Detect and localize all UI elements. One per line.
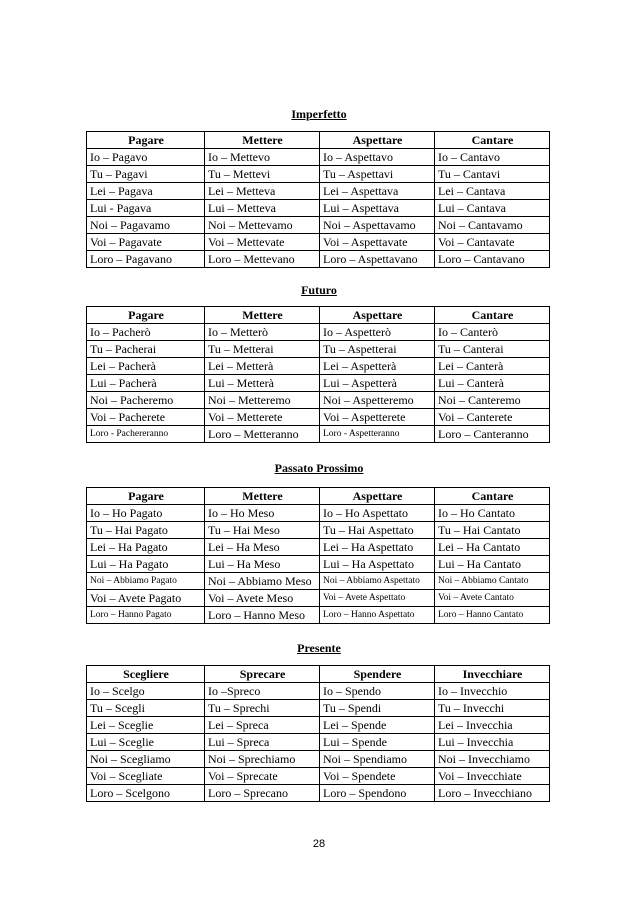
table-cell: Loro – Hanno Meso — [205, 607, 320, 624]
table-row — [87, 324, 550, 341]
table-row — [87, 426, 550, 443]
table-cell: Lui – Pacherà — [87, 375, 205, 392]
column-header: Aspettare — [320, 132, 435, 149]
table-row — [87, 375, 550, 392]
column-header: Cantare — [435, 132, 550, 149]
table-cell: Noi – Sprechiamo — [205, 751, 320, 768]
section-title-presente: Presente — [297, 641, 341, 655]
table-cell: Loro – Hanno Pagato — [87, 607, 205, 624]
table-cell: Io – Invecchio — [435, 683, 550, 700]
table-cell: Tu – Pagavi — [87, 166, 205, 183]
table-cell: Lui – Invecchia — [435, 734, 550, 751]
table-cell: Io – Ho Pagato — [87, 505, 205, 522]
page-number: 28 — [312, 838, 326, 850]
table-cell: Lei – Sceglie — [87, 717, 205, 734]
table-cell: Tu – Canterai — [435, 341, 550, 358]
table-cell: Noi – Spendiamo — [320, 751, 435, 768]
table-row — [87, 700, 550, 717]
table-cell: Voi – Avete Pagato — [87, 590, 205, 607]
table-cell: Loro – Pagavano — [87, 251, 205, 268]
table-cell: Voi – Cantavate — [435, 234, 550, 251]
table-cell: Loro – Invecchiano — [435, 785, 550, 802]
table-cell: Lei – Pagava — [87, 183, 205, 200]
table-cell: Noi – Cantavamo — [435, 217, 550, 234]
table-header-row — [87, 132, 550, 149]
table-cell: Io – Pagavo — [87, 149, 205, 166]
table-cell: Lei – Ha Pagato — [87, 539, 205, 556]
table-cell: Lui – Metteva — [205, 200, 320, 217]
table-cell: Lui – Metterà — [205, 375, 320, 392]
table-cell: Tu – Aspetterai — [320, 341, 435, 358]
table-cell: Noi – Scegliamo — [87, 751, 205, 768]
table-cell: Lei – Aspettava — [320, 183, 435, 200]
table-cell: Voi – Avete Aspettato — [320, 590, 435, 607]
column-header: Pagare — [87, 132, 205, 149]
table-cell: Tu – Cantavi — [435, 166, 550, 183]
column-header: Pagare — [87, 488, 205, 505]
table-header-row — [87, 666, 550, 683]
table-cell: Loro – Scelgono — [87, 785, 205, 802]
table-row — [87, 251, 550, 268]
table-row — [87, 358, 550, 375]
table-row — [87, 734, 550, 751]
table-row — [87, 183, 550, 200]
table-cell: Lei – Ha Aspettato — [320, 539, 435, 556]
table-cell: Io – Metterò — [205, 324, 320, 341]
table-cell: Io – Aspetterò — [320, 324, 435, 341]
table-cell: Voi – Invecchiate — [435, 768, 550, 785]
table-cell: Io – Pacherò — [87, 324, 205, 341]
section-title-futuro: Futuro — [301, 283, 337, 297]
conjugation-table — [86, 487, 550, 624]
table-cell: Lui – Aspettava — [320, 200, 435, 217]
table-row — [87, 785, 550, 802]
column-header: Pagare — [87, 307, 205, 324]
table-cell: Lei – Aspetterà — [320, 358, 435, 375]
table-cell: Voi – Sprecate — [205, 768, 320, 785]
table-cell: Lui – Spreca — [205, 734, 320, 751]
table-cell: Tu – Invecchi — [435, 700, 550, 717]
table-row — [87, 717, 550, 734]
table-row — [87, 341, 550, 358]
table-cell: Tu – Aspettavi — [320, 166, 435, 183]
section-title-imperfetto: Imperfetto — [291, 107, 347, 121]
table-cell: Loro – Metteranno — [205, 426, 320, 443]
conjugation-table — [86, 306, 550, 443]
table-cell: Tu – Sprechi — [205, 700, 320, 717]
column-header: Cantare — [435, 307, 550, 324]
table-cell: Noi – Metteremo — [205, 392, 320, 409]
table-cell: Noi – Pagavamo — [87, 217, 205, 234]
table-cell: Noi – Aspetteremo — [320, 392, 435, 409]
table-cell: Loro – Sprecano — [205, 785, 320, 802]
table-row — [87, 409, 550, 426]
table-cell: Loro – Cantavano — [435, 251, 550, 268]
table-cell: Tu – Metterai — [205, 341, 320, 358]
table-cell: Loro – Hanno Aspettato — [320, 607, 435, 624]
table-cell: Lui – Ha Cantato — [435, 556, 550, 573]
table-cell: Noi – Abbiamo Aspettato — [320, 573, 435, 590]
table-cell: Lei – Spreca — [205, 717, 320, 734]
table-cell: Voi – Avete Meso — [205, 590, 320, 607]
table-row — [87, 768, 550, 785]
table-cell: Noi – Mettevamo — [205, 217, 320, 234]
table-cell: Tu – Spendi — [320, 700, 435, 717]
table-row — [87, 607, 550, 624]
table-row — [87, 149, 550, 166]
table-row — [87, 539, 550, 556]
table-cell: Loro – Hanno Cantato — [435, 607, 550, 624]
table-cell: Loro - Aspetteranno — [320, 426, 435, 443]
table-cell: Io – Ho Cantato — [435, 505, 550, 522]
table-row — [87, 573, 550, 590]
column-header: Invecchiare — [435, 666, 550, 683]
table-cell: Io – Ho Meso — [205, 505, 320, 522]
table-cell: Tu – Hai Cantato — [435, 522, 550, 539]
table-row — [87, 166, 550, 183]
table-cell: Tu – Pacherai — [87, 341, 205, 358]
column-header: Sprecare — [205, 666, 320, 683]
table-header-row — [87, 488, 550, 505]
table-cell: Noi – Aspettavamo — [320, 217, 435, 234]
table-cell: Io – Canterò — [435, 324, 550, 341]
table-cell: Lei – Metterà — [205, 358, 320, 375]
table-cell: Noi – Abbiamo Meso — [205, 573, 320, 590]
table-cell: Noi – Pacheremo — [87, 392, 205, 409]
table-row — [87, 590, 550, 607]
table-cell: Loro – Canteranno — [435, 426, 550, 443]
table-cell: Lui – Spende — [320, 734, 435, 751]
table-cell: Lui – Sceglie — [87, 734, 205, 751]
table-cell: Lui – Ha Meso — [205, 556, 320, 573]
table-cell: Tu – Hai Pagato — [87, 522, 205, 539]
table-cell: Lei – Cantava — [435, 183, 550, 200]
table-cell: Loro – Mettevano — [205, 251, 320, 268]
table-cell: Noi – Canteremo — [435, 392, 550, 409]
table-cell: Io – Scelgo — [87, 683, 205, 700]
table-cell: Lei – Ha Meso — [205, 539, 320, 556]
table-row — [87, 200, 550, 217]
column-header: Cantare — [435, 488, 550, 505]
table-cell: Lui – Ha Pagato — [87, 556, 205, 573]
table-row — [87, 234, 550, 251]
table-cell: Voi – Pacherete — [87, 409, 205, 426]
conjugation-table — [86, 665, 550, 802]
column-header: Spendere — [320, 666, 435, 683]
table-cell: Loro - Pachereranno — [87, 426, 205, 443]
table-row — [87, 751, 550, 768]
table-cell: Lei – Canterà — [435, 358, 550, 375]
table-cell: Lei – Metteva — [205, 183, 320, 200]
table-cell: Voi – Pagavate — [87, 234, 205, 251]
table-cell: Lei – Ha Cantato — [435, 539, 550, 556]
table-cell: Lei – Pacherà — [87, 358, 205, 375]
table-row — [87, 683, 550, 700]
table-cell: Voi – Canterete — [435, 409, 550, 426]
column-header: Aspettare — [320, 488, 435, 505]
table-cell: Tu – Mettevi — [205, 166, 320, 183]
table-cell: Lui – Aspetterà — [320, 375, 435, 392]
table-cell: Noi – Invecchiamo — [435, 751, 550, 768]
table-cell: Lei – Spende — [320, 717, 435, 734]
table-cell: Noi – Abbiamo Pagato — [87, 573, 205, 590]
table-row — [87, 522, 550, 539]
conjugation-table — [86, 131, 550, 268]
table-cell: Voi – Aspettavate — [320, 234, 435, 251]
table-row — [87, 217, 550, 234]
column-header: Aspettare — [320, 307, 435, 324]
table-cell: Voi – Spendete — [320, 768, 435, 785]
table-row — [87, 505, 550, 522]
table-cell: Loro – Spendono — [320, 785, 435, 802]
column-header: Mettere — [205, 307, 320, 324]
table-cell: Noi – Abbiamo Cantato — [435, 573, 550, 590]
table-cell: Loro – Aspettavano — [320, 251, 435, 268]
table-cell: Voi – Scegliate — [87, 768, 205, 785]
table-cell: Io – Spendo — [320, 683, 435, 700]
column-header: Mettere — [205, 132, 320, 149]
table-cell: Lui – Canterà — [435, 375, 550, 392]
table-cell: Lui – Ha Aspettato — [320, 556, 435, 573]
section-title-passato-prossimo: Passato Prossimo — [274, 461, 364, 475]
table-cell: Voi – Avete Cantato — [435, 590, 550, 607]
table-cell: Lui – Cantava — [435, 200, 550, 217]
table-cell: Lei – Invecchia — [435, 717, 550, 734]
table-cell: Io – Mettevo — [205, 149, 320, 166]
table-cell: Tu – Scegli — [87, 700, 205, 717]
table-cell: Voi – Mettevate — [205, 234, 320, 251]
table-row — [87, 556, 550, 573]
table-cell: Io – Ho Aspettato — [320, 505, 435, 522]
table-cell: Lui - Pagava — [87, 200, 205, 217]
column-header: Mettere — [205, 488, 320, 505]
table-cell: Voi – Aspetterete — [320, 409, 435, 426]
table-cell: Io – Cantavo — [435, 149, 550, 166]
table-cell: Tu – Hai Aspettato — [320, 522, 435, 539]
table-header-row — [87, 307, 550, 324]
column-header: Scegliere — [87, 666, 205, 683]
table-cell: Io – Aspettavo — [320, 149, 435, 166]
table-cell: Tu – Hai Meso — [205, 522, 320, 539]
table-cell: Voi – Metterete — [205, 409, 320, 426]
table-row — [87, 392, 550, 409]
table-cell: Io –Spreco — [205, 683, 320, 700]
